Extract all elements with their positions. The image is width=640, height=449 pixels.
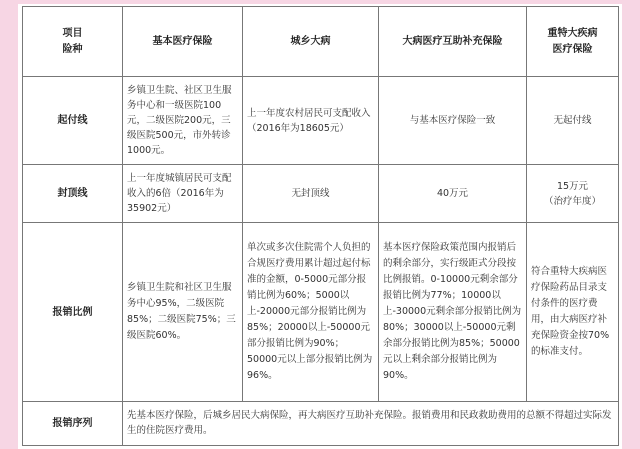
header-major-disease-line1: 重特大疾病 — [547, 27, 598, 39]
corner-header-cell — [23, 7, 123, 77]
row-deductible — [23, 77, 619, 165]
row-reimbursement-order — [23, 401, 619, 445]
row-reimbursement-ratio — [23, 223, 619, 401]
header-major-disease-line2: 医疗保险 — [552, 43, 593, 55]
cell-ratio-serious: 单次或多次住院需个人负担的合规医疗费用累计超过起付标准的金额，0-5000元部分报销比例为60%；5000以上-20000元部分报销比例为85%；20000以上-50000元部分报销比例为90%；50000元以上部分报销比例为96%。 — [243, 223, 379, 401]
header-urban-rural-serious-illness: 城乡大病 — [243, 7, 379, 77]
cell-reimbursement-order: 先基本医疗保险，后城乡居民大病保险，再大病医疗互助补充保险。报销费用和民政救助费用的总额不得超过实际发生的住院医疗费用。 — [123, 401, 619, 445]
cell-ratio-basic: 乡镇卫生院和社区卫生服务中心95%，二级医院85%；二级医院75%；三级医院60%。 — [123, 223, 243, 401]
corner-header-line1: 项目 — [62, 27, 83, 39]
header-major-disease-insurance — [527, 7, 619, 77]
cell-cap-mutual: 40万元 — [379, 165, 527, 223]
medical-insurance-table — [22, 6, 619, 446]
cell-cap-basic: 上一年度城镇居民可支配收入的6倍（2016年为35902元） — [123, 165, 243, 223]
header-basic-insurance: 基本医疗保险 — [123, 7, 243, 77]
cell-deductible-major: 无起付线 — [527, 77, 619, 165]
corner-header-line2: 险种 — [62, 43, 83, 55]
cell-cap-major-line1: 15万元 — [556, 180, 589, 192]
row-cap — [23, 165, 619, 223]
cell-deductible-basic: 乡镇卫生院、社区卫生服务中心和一级医院100元，二级医院200元，三级医院500元，市外转诊1000元。 — [123, 77, 243, 165]
header-mutual-aid-supplementary: 大病医疗互助补充保险 — [379, 7, 527, 77]
cell-cap-major-line2: （治疗年度） — [543, 195, 601, 207]
cell-cap-major — [527, 165, 619, 223]
row-label-reimbursement-ratio: 报销比例 — [23, 223, 123, 401]
row-label-reimbursement-order: 报销序列 — [23, 401, 123, 445]
cell-deductible-serious: 上一年度农村居民可支配收入（2016年为18605元） — [243, 77, 379, 165]
document-sheet — [18, 4, 622, 449]
row-label-deductible: 起付线 — [23, 77, 123, 165]
cell-cap-serious: 无封顶线 — [243, 165, 379, 223]
cell-ratio-major: 符合重特大疾病医疗保险药品目录支付条件的医疗费用，由大病医疗补充保险资金按70%的标准支付。 — [527, 223, 619, 401]
header-row — [23, 7, 619, 77]
cell-deductible-mutual: 与基本医疗保险一致 — [379, 77, 527, 165]
row-label-cap: 封顶线 — [23, 165, 123, 223]
cell-ratio-mutual: 基本医疗保险政策范围内报销后的剩余部分，实行级距式分段按比例报销。0-10000元剩余部分报销比例为77%；10000以上-30000元剩余部分报销比例为80%；30000以上-50000元剩余部分报销比例为85%；50000元以上剩余部分报销比例为90%。 — [379, 223, 527, 401]
